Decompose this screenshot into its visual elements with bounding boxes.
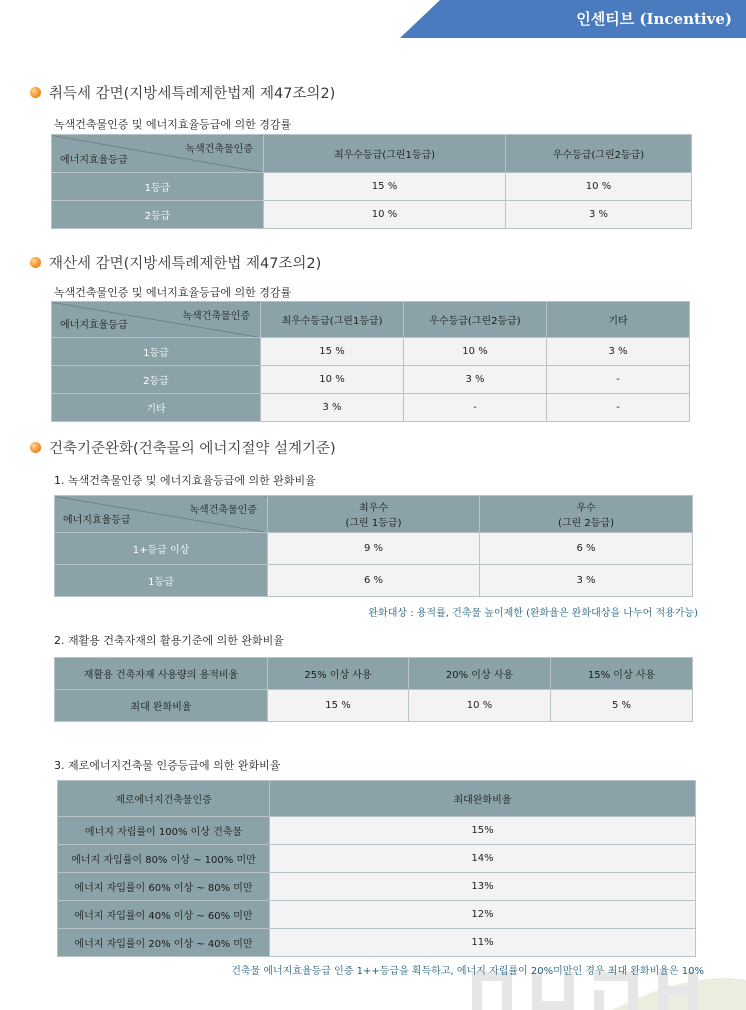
table-cell: 10 %: [261, 366, 404, 394]
column-header: 제로에너지건축물인증: [58, 781, 270, 817]
column-header: [268, 496, 480, 533]
section-title-text: 건축기준완화(건축물의 에너지절약 설계기준): [49, 441, 336, 457]
table-row: [55, 533, 693, 565]
section-title-text: 취득세 감면(지방세특례제한법제 제47조의2): [49, 86, 336, 102]
table-cell: 15 %: [264, 173, 506, 201]
table-cell: 14%: [270, 845, 696, 873]
table-corner-header: [52, 302, 261, 338]
subsection-caption: 1. 녹색건축물인증 및 에너지효율등급에 의한 완화비율: [54, 474, 316, 487]
table-corner-header: [52, 135, 264, 173]
column-header-line: (그린 1등급): [345, 518, 402, 529]
table-row: [52, 394, 690, 422]
table-cell: 10 %: [404, 338, 547, 366]
row-label: 에너지 자입률이 80% 이상 ~ 100% 미만: [58, 845, 270, 873]
column-header: 25% 이상 사용: [268, 658, 409, 690]
table-cell: -: [404, 394, 547, 422]
table-row: [58, 873, 696, 901]
column-header-line: (그린 2등급): [558, 518, 614, 529]
table-cell: 6 %: [268, 565, 480, 597]
page-banner: [400, 0, 746, 38]
row-label: 기타: [52, 394, 261, 422]
row-label: 에너지 자입률이 40% 이상 ~ 60% 미만: [58, 901, 270, 929]
table-row: [58, 901, 696, 929]
table-cell: 11%: [270, 929, 696, 957]
column-header: 기타: [547, 302, 690, 338]
table-row: [58, 817, 696, 845]
table-cell: -: [547, 394, 690, 422]
table-cell: 6 %: [480, 533, 693, 565]
row-label: 1등급: [55, 565, 268, 597]
row-label: 최대 완화비율: [55, 690, 268, 722]
row-label: 에너지 자입률이 20% 이상 ~ 40% 미만: [58, 929, 270, 957]
table-cell: 15 %: [268, 690, 409, 722]
orange-bullet-icon: [30, 87, 41, 98]
column-header: 최우수등급(그린1등급): [261, 302, 404, 338]
table-cell: 9 %: [268, 533, 480, 565]
table-corner-header: [55, 496, 268, 533]
column-header: 우수등급(그린2등급): [404, 302, 547, 338]
row-label: 1등급: [52, 338, 261, 366]
table-cell: -: [547, 366, 690, 394]
acquisition-tax-table: [51, 134, 692, 229]
table-cell: 10 %: [506, 173, 692, 201]
column-header: [480, 496, 693, 533]
banner-title: 인센티브 (Incentive): [576, 10, 732, 28]
table-cell: 3 %: [547, 338, 690, 366]
column-header-line: 최우수: [359, 503, 388, 514]
corner-label-top: 녹색건축물인증: [189, 505, 257, 516]
table-cell: 3 %: [404, 366, 547, 394]
table-row: [52, 338, 690, 366]
corner-label-bottom: 에너지효율등급: [60, 155, 128, 166]
section-title-text: 재산세 감면(지방세특례제한법 제47조의2): [49, 256, 322, 272]
table-row: [52, 173, 692, 201]
table-caption: 녹색건축물인증 및 에너지효율등급에 의한 경감률: [54, 118, 292, 131]
column-header-line: 우수: [576, 503, 596, 514]
corner-label-top: 녹색건축물인증: [185, 144, 253, 155]
column-header: 최우수등급(그린1등급): [264, 135, 506, 173]
row-label: 1+등급 이상: [55, 533, 268, 565]
corner-label-bottom: 에너지효율등급: [60, 320, 128, 331]
row-label: 2등급: [52, 366, 261, 394]
table-cell: 15%: [270, 817, 696, 845]
table-row: [58, 845, 696, 873]
column-header: 15% 이상 사용: [551, 658, 693, 690]
table-cell: 10 %: [264, 201, 506, 229]
orange-bullet-icon: [30, 442, 41, 453]
orange-bullet-icon: [30, 257, 41, 268]
table-row: [52, 366, 690, 394]
table-cell: 3 %: [506, 201, 692, 229]
column-header: 최대완화비율: [270, 781, 696, 817]
property-tax-table: [51, 301, 690, 422]
table-row: [52, 201, 692, 229]
section-title-building-standard: [30, 437, 336, 458]
zero-energy-relief-table: [57, 780, 696, 957]
row-label: 에너지 자립률이 100% 이상 건축물: [58, 817, 270, 845]
row-label: 2등급: [52, 201, 264, 229]
row-label: 1등급: [52, 173, 264, 201]
table-cell: 10 %: [409, 690, 551, 722]
corner-label-bottom: 에너지효율등급: [63, 515, 131, 526]
green-building-relief-table: [54, 495, 693, 597]
section-title-property-tax: [30, 252, 321, 273]
table-cell: 5 %: [551, 690, 693, 722]
table-caption: 녹색건축물인증 및 에너지효율등급에 의한 경감률: [54, 286, 292, 299]
table-cell: 13%: [270, 873, 696, 901]
zero-energy-note: 건축물 에너지효율등급 인증 1++등급을 획득하고, 에너지 자립률이 20%미만인 경우 최대 완화비율은 10%: [231, 966, 704, 977]
table-row: [55, 690, 693, 722]
corner-label-top: 녹색건축물인증: [182, 311, 250, 322]
subsection-caption: 2. 재활용 건축자재의 활용기준에 의한 완화비율: [54, 634, 284, 647]
table-cell: 12%: [270, 901, 696, 929]
section-title-acquisition-tax: [30, 82, 335, 103]
table-cell: 3 %: [480, 565, 693, 597]
column-header: 우수등급(그린2등급): [506, 135, 692, 173]
table-cell: 3 %: [261, 394, 404, 422]
watermark-logo-icon: [462, 950, 746, 1010]
subsection-caption: 3. 제로에너지건축물 인증등급에 의한 완화비율: [54, 759, 281, 772]
row-label: 에너지 자입률이 60% 이상 ~ 80% 미만: [58, 873, 270, 901]
table-row: [55, 565, 693, 597]
recycled-material-relief-table: [54, 657, 693, 722]
column-header: 20% 이상 사용: [409, 658, 551, 690]
relief-note: 완화대상 : 용적률, 건축물 높이제한 (완화율은 완화대상을 나누어 적용가능): [368, 608, 698, 619]
table-cell: 15 %: [261, 338, 404, 366]
header-label: 재활용 건축자재 사용량의 용적비율: [55, 658, 268, 690]
